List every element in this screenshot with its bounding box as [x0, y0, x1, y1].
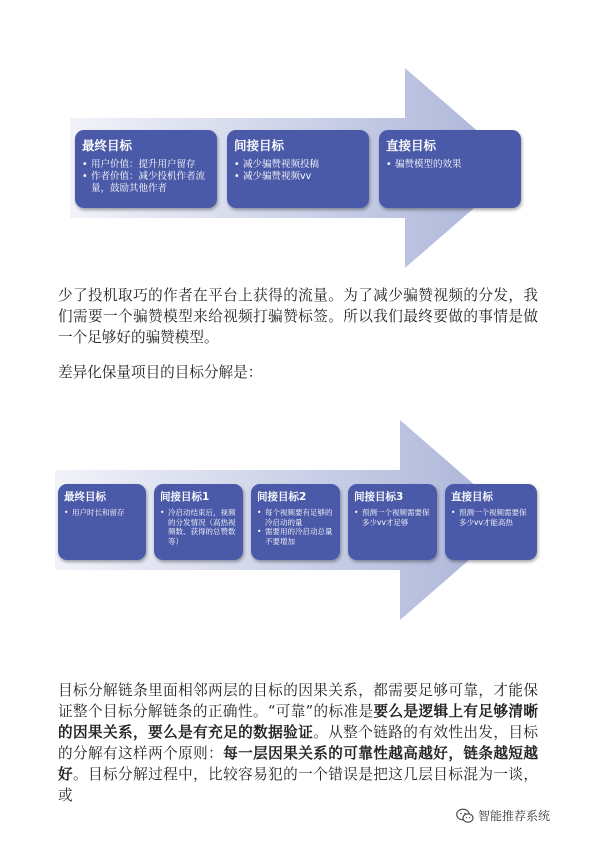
indirect-goal-1-box	[154, 484, 243, 560]
bold-text: 要么是逻辑上有足够清晰的因果关系，要么是有充足的数据验证	[58, 703, 538, 741]
indirect-goal-3-box	[348, 484, 437, 560]
indirect-goal-2-box	[251, 484, 340, 560]
bold-text: 每一层因果关系的可靠性越高越好，链条越短越好	[58, 745, 538, 783]
goal-diagram-2	[55, 420, 545, 620]
goal-diagram-1	[70, 68, 550, 268]
box-item: • 冷启动结束后，视频的分发情况（高热视频数、获得的总赞数等）	[160, 508, 237, 546]
box-item: • 预测一个视频需要保多少vv才足够	[354, 508, 431, 527]
final-goal-box	[75, 130, 217, 208]
watermark-label: 智能推荐系统	[478, 809, 551, 823]
box-item: • 减少骗赞视频投稿	[234, 159, 362, 171]
text-run: 。从整个链路的有效性出发，目标的分解有这样两个原则：	[58, 724, 538, 762]
box-item: • 骗赞模型的效果	[386, 159, 514, 171]
box-title: 间接目标3	[354, 491, 404, 503]
box-title: 最终目标	[82, 138, 133, 153]
paragraph-2: 差异化保量项目的目标分解是：	[58, 364, 263, 381]
box-item: • 需要用的冷启动总量不要增加	[257, 527, 334, 546]
box-title: 直接目标	[386, 138, 437, 153]
box-item: • 预测一个视频需要保多少vv才能高热	[451, 508, 531, 527]
indirect-goal-box	[227, 130, 369, 208]
box-item: • 作者价值：减少投机作者流量，鼓励其他作者	[82, 171, 210, 195]
box-item: • 减少骗赞视频vv	[234, 171, 362, 183]
text-run: 目标分解链条里面相邻两层的目标的因果关系，都需要足够可靠，才能保证整个目标分解链条的正确性。“可靠”的标准是	[58, 682, 538, 720]
watermark	[456, 807, 550, 824]
direct-goal-box	[445, 484, 537, 560]
box-title: 直接目标	[451, 491, 493, 503]
box-title: 最终目标	[64, 491, 106, 503]
wechat-icon	[456, 808, 474, 824]
paragraph-1: 少了投机取巧的作者在平台上获得的流量。为了减少骗赞视频的分发，我们需要一个骗赞模型来给视频打骗赞标签。所以我们最终要做的事情是做一个足够好的骗赞模型。	[58, 287, 538, 346]
box-title: 间接目标1	[160, 491, 210, 503]
box-item: • 每个视频要有足够的冷启动的量	[257, 508, 334, 527]
box-item: • 用户价值：提升用户留存	[82, 159, 210, 171]
box-title: 间接目标2	[257, 491, 307, 503]
box-title: 间接目标	[234, 138, 285, 153]
paragraph-3	[58, 680, 538, 806]
direct-goal-box	[379, 130, 521, 208]
text-run: 。目标分解过程中，比较容易犯的一个错误是把这几层目标混为一谈，或	[58, 766, 538, 804]
box-item: • 用户时长和留存	[64, 508, 140, 518]
final-goal-box	[58, 484, 146, 560]
